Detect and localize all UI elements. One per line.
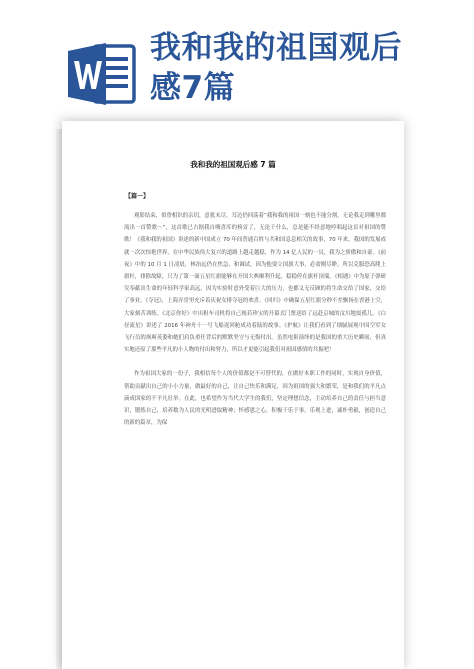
word-document-icon <box>64 37 138 111</box>
paragraph: 作为祖国大家的一份子，我相信每个人的价值都是不可替代的，在做好本职工作的同时，实现自身价值，帮助贡献出自己的小小力量，做最好的自己，让自己快乐和满足，因为祖国的强大和繁荣，是和我们的平凡点滴成国家的不平凡壮举。在此，也希望作为当代大学生的我们，坚定理想信念，主动培养自己的责任与担当意识，锻炼自己，培养数为人民的光明进取精神；怀感恩之心，积极于乐于事，乐观上进，诚朴勇毅，创造自己的新的篇章，为保 <box>124 371 386 427</box>
section-label: 【篇一】 <box>125 193 150 200</box>
paragraph: 观影结束，似曾相识的亲切，意犹未尽。耳边仍回荡着“我和我的祖国一刻也不能分割，无论我走到哪里都流出一首赞歌～”，这首歌已占据我自嗨喜库的榜首了，无论千什么，总是能不经意地哼唱起这首对祖国的赞歌！《我和我的祖国》讲述的新中国成立 70 年间普通百姓与共和国息息相关的故事，70 年来，我国的发展成就一次次惊艳世界，在中华民族伟大复兴的道路上越走越稳，作为 14 亿人民的一员，我为之骄傲和自豪。《前夜》中的 10 月 1 日凌晨，林治远仍在焦急、和调试，因为他要立国旗大事，必需刚尽睁，所以克服恐高爬上旗杆，排除故障，只为了第一面五星红旗能够在开国大典顺利升起，稳稳停在旗杆顶端。《相遇》中为原子弹研究奉献出生命的年轻科学家高远，因为实验时意外受着巨大的压力，也都义无反顾的将生命交给了国家，交给了事业。《夺冠》，上海弄堂里充斥着庆祝女排夺冠的欢喜。《回归》中确保五星红旗分秒不差飘扬在香港上空，大家刻苦训练。《北京你好》中出租车司机将自己视若珍宝的开幕式门票送给了远赴京城的汶川地震孤儿。《白昼流星》讲述了 2016 年神舟十一号飞船返回舱成功着陆的故事。《护航》让我们看到了细腻展现中国空军女飞行员的飒爽英姿和她们肩负重任背后的默默坚守与无悔付出。虽然电影演绎的是我国的重大历史瞬间，但真实地还原了那些平凡的小人物的付出和努力，所以才更能引起我们对祖国感情的共振吧！ <box>124 213 386 354</box>
document-body <box>124 210 386 429</box>
headline-line-1: 我和我的祖国观后 <box>150 30 402 66</box>
page-headline <box>150 28 468 108</box>
document-page <box>62 121 404 669</box>
document-title: 我和我的祖国观后感 7 篇 <box>190 160 276 169</box>
headline-line-2: 感7篇 <box>150 70 236 106</box>
